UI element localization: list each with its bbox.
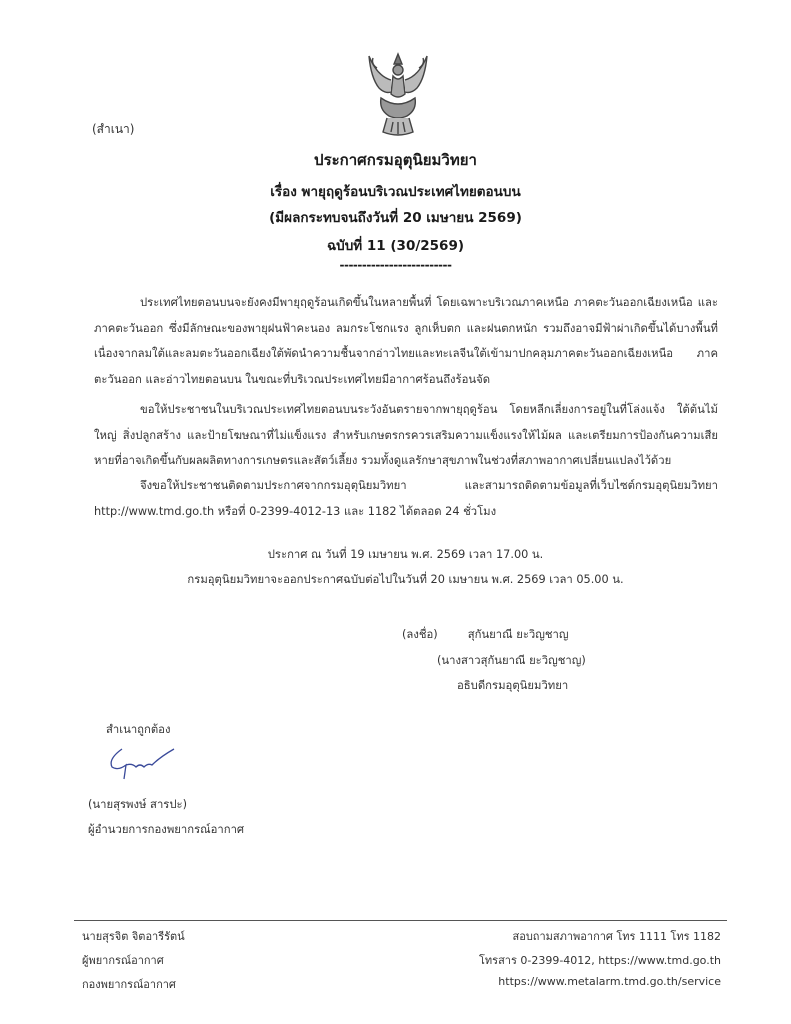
signed-line bbox=[402, 625, 569, 643]
signatory-position: อธิบดีกรมอุตุนิยมวิทยา bbox=[457, 679, 569, 692]
certifier-position: ผู้อำนวยการกองพยากรณ์อากาศ bbox=[88, 823, 245, 836]
garuda-emblem-icon bbox=[357, 48, 439, 140]
footer-forecaster-name: นายสุรจิต จิตอารีรัตน์ bbox=[82, 930, 185, 943]
signatory-full-name: (นางสาวสุกันยาณี ยะวิญชาญ) bbox=[437, 654, 586, 667]
issue-number: ฉบับที่ 11 (30/2569) bbox=[326, 238, 465, 254]
paragraph-3: จึงขอให้ประชาชนติดตามประกาศจากกรมอุตุนิยมวิทยา และสามารถติดตามข้อมูลที่เว็บไซต์กรมอุตุนิยมวิทยา http://www.tmd.go.th หรือที่ 0-2399-4012-13 และ 1182 ได้ตลอด 24 ชั่วโมง bbox=[94, 479, 718, 518]
signed-label: (ลงชื่อ) bbox=[402, 628, 438, 641]
footer-phone: สอบถามสภาพอากาศ โทร 1111 โทร 1182 bbox=[512, 930, 721, 943]
certified-copy-label: สำเนาถูกต้อง bbox=[106, 723, 171, 736]
paragraph-2: ขอให้ประชาชนในบริเวณประเทศไทยตอนบนระวังอันตรายจากพายุฤดูร้อน โดยหลีกเลี่ยงการอยู่ในที่โล่งแจ้ง ใต้ต้นไม้ใหญ่ สิ่งปลูกสร้าง และป้ายโฆษณาที่ไม่แข็งแรง สำหรับเกษตรกรควรเสริมความแข็งแรงให้ไม้ผล และเตรียมการป้องกันความเสียหายที่อาจเกิดขึ้นกับผลผลิตทางการเกษตรและสัตว์เลี้ยง รวมทั้งดูแลรักษาสุขภาพในช่วงที่สภาพอากาศเปลี่ยนแปลงไว้ด้วย bbox=[94, 403, 718, 467]
footer-divider bbox=[74, 920, 727, 921]
subject-line: เรื่อง พายุฤดูร้อนบริเวณประเทศไทยตอนบน bbox=[270, 184, 521, 200]
footer-division: กองพยากรณ์อากาศ bbox=[82, 978, 176, 991]
announced-date: ประกาศ ณ วันที่ 19 เมษายน พ.ศ. 2569 เวลา 17.00 น. bbox=[267, 548, 544, 561]
page-title: ประกาศกรมอุตุนิยมวิทยา bbox=[314, 151, 477, 169]
footer-service-link[interactable]: https://www.metalarm.tmd.go.th/service bbox=[498, 975, 721, 988]
paragraph-1: ประเทศไทยตอนบนจะยังคงมีพายุฤดูร้อนเกิดขึ้นในหลายพื้นที่ โดยเฉพาะบริเวณภาคเหนือ ภาคตะวันออกเฉียงเหนือ และภาคตะวันออก ซึ่งมีลักษณะของพายุฝนฟ้าคะนอง ลมกระโชกแรง ลูกเห็บตก และฝนตกหนัก รวมถึงอาจมีฟ้าผ่าเกิดขึ้นได้บางพื้นที่ เนื่องจากลมใต้และลมตะวันออกเฉียงใต้พัดนำความชื้นจากอ่าวไทยและทะเลจีนใต้เข้ามาปกคลุมภาคตะวันออกเฉียงเหนือ ภาคตะวันออก และอ่าวไทยตอนบน ในขณะที่บริเวณประเทศไทยมีอากาศร้อนถึงร้อนจัด bbox=[94, 296, 718, 386]
signature-icon bbox=[100, 745, 180, 785]
effective-date: (มีผลกระทบจนถึงวันที่ 20 เมษายน 2569) bbox=[269, 210, 522, 226]
footer-forecaster-role: ผู้พยากรณ์อากาศ bbox=[82, 954, 164, 967]
next-issue-notice: กรมอุตุนิยมวิทยาจะออกประกาศฉบับต่อไปในวันที่ 20 เมษายน พ.ศ. 2569 เวลา 05.00 น. bbox=[187, 573, 624, 586]
footer-fax-website[interactable]: โทรสาร 0-2399-4012, https://www.tmd.go.th bbox=[479, 954, 721, 967]
copy-label: (สำเนา) bbox=[92, 122, 135, 136]
separator: ------------------------- bbox=[339, 258, 452, 272]
certifier-name: (นายสุรพงษ์ สารปะ) bbox=[88, 798, 188, 811]
signed-name: สุกันยาณี ยะวิญชาญ bbox=[467, 628, 569, 641]
